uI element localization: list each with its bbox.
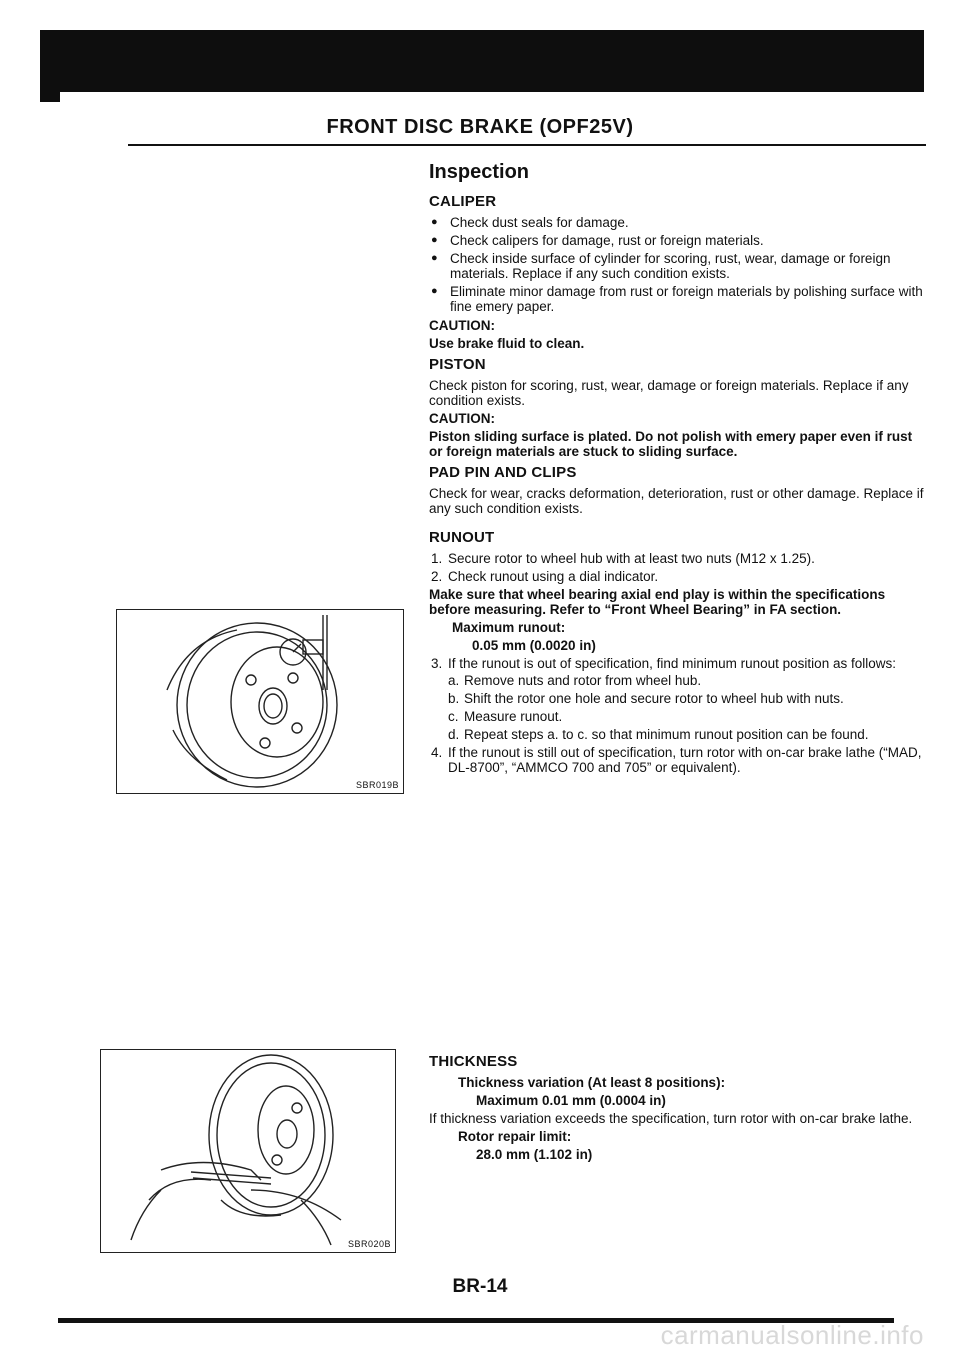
watermark: carmanualsonline.info — [660, 1320, 924, 1350]
runout-bold-note: Make sure that wheel bearing axial end play is within the specifications before measuring. Refer to “Front Wheel Bearing” in FA section. — [429, 587, 886, 617]
inspection-heading: Inspection — [429, 161, 530, 183]
caliper-bullet: ● Check inside surface of cylinder for scoring, rust, wear, damage or foreign materials. Replace if any such condition exists. — [424, 251, 924, 281]
runout-heading: RUNOUT — [429, 529, 495, 546]
substep-b-text: Shift the rotor one hole and secure rotor to wheel hub with nuts. — [464, 691, 844, 706]
thickness-variation-max: Maximum 0.01 mm (0.0004 in) — [476, 1093, 666, 1108]
runout-steps — [424, 551, 924, 584]
runout-substep: a. Remove nuts and rotor from wheel hub. — [448, 673, 702, 688]
runout-step4-text: If the runout is still out of specification, turn rotor with on-car brake lathe (“MAD, DL-8700”, “AMMCO 700 and 705” or equivalent). — [448, 745, 922, 775]
runout-steps-cont — [424, 656, 924, 775]
caliper-caution-text: Use brake fluid to clean. — [429, 336, 585, 351]
runout-step: 4. If the runout is still out of specification, turn rotor with on-car brake lathe (“MAD, DL-8700”, “AMMCO 700 and 705” or equivalent). — [431, 745, 922, 775]
substep-c-text: Measure runout. — [464, 709, 563, 724]
runout-step: 2. Check runout using a dial indicator. — [431, 569, 659, 584]
figure-code: SBR020B — [347, 1239, 391, 1249]
runout-figure — [116, 609, 404, 794]
repair-limit-label: Rotor repair limit: — [458, 1129, 572, 1144]
caliper-list — [424, 215, 924, 314]
runout-step: 1. Secure rotor to wheel hub with at least two nuts (M12 x 1.25). — [431, 551, 815, 566]
runout-max-value: 0.05 mm (0.0020 in) — [472, 638, 596, 653]
thickness-variation-label: Thickness variation (At least 8 positions): — [458, 1075, 726, 1090]
caliper-bullet: ● Check calipers for damage, rust or foreign materials. — [424, 233, 924, 248]
piston-heading: PISTON — [429, 356, 486, 373]
runout-step: 3. If the runout is out of specification, find minimum runout position as follows: a. Remove nuts and rotor from wheel hub. b. Shift the rotor one hole and secure rotor to wheel hub with nuts. c. Measure runout. d. Repeat steps a. to c. so that minimum runout position can be found. — [424, 656, 924, 742]
thickness-figure — [100, 1049, 396, 1253]
runout-max-label: Maximum runout: — [452, 620, 566, 635]
page-number: BR-14 — [452, 1276, 508, 1297]
thickness-section — [424, 1048, 924, 1165]
runout-step3-text: If the runout is out of specification, find minimum runout position as follows: — [448, 656, 896, 671]
pad-pin-text: Check for wear, cracks deformation, deterioration, rust or other damage. Replace if any such condition exists. — [429, 486, 924, 516]
runout-substeps — [448, 673, 924, 742]
pad-pin-heading: PAD PIN AND CLIPS — [429, 464, 577, 481]
substep-a-text: Remove nuts and rotor from wheel hub. — [464, 673, 702, 688]
title-rule — [128, 144, 926, 146]
caliper-bullet: ● Check dust seals for damage. — [424, 215, 924, 230]
inspection-column — [424, 161, 924, 778]
substep-d-text: Repeat steps a. to c. so that minimum runout position can be found. — [464, 727, 869, 742]
runout-substep: d. Repeat steps a. to c. so that minimum runout position can be found. — [448, 727, 869, 742]
piston-caution-label: CAUTION: — [429, 411, 495, 426]
piston-caution-text: Piston sliding surface is plated. Do not polish with emery paper even if rust or foreign materials are stuck to sliding surface. — [429, 429, 913, 459]
figure-code: SBR019B — [355, 780, 399, 790]
piston-text: Check piston for scoring, rust, wear, damage or foreign materials. Replace if any condition exists. — [429, 378, 909, 408]
thickness-heading: THICKNESS — [429, 1053, 518, 1070]
runout-substep: c. Measure runout. — [448, 709, 563, 724]
micrometer-illustration — [101, 1050, 395, 1252]
thickness-text: If thickness variation exceeds the specification, turn rotor with on-car brake lathe. — [429, 1111, 913, 1126]
rotor-dial-illustration — [117, 610, 403, 793]
page-title: FRONT DISC BRAKE (OPF25V) — [326, 116, 634, 138]
runout-step1-text: Secure rotor to wheel hub with at least two nuts (M12 x 1.25). — [448, 551, 815, 566]
header-band-notch — [40, 82, 60, 102]
caliper-heading: CALIPER — [429, 193, 497, 210]
header-black-band — [40, 30, 924, 92]
caliper-bullet: ● Eliminate minor damage from rust or foreign materials by polishing surface with fine emery paper. — [424, 284, 924, 314]
runout-substep: b. Shift the rotor one hole and secure rotor to wheel hub with nuts. — [448, 691, 844, 706]
repair-limit-value: 28.0 mm (1.102 in) — [476, 1147, 593, 1162]
runout-step2-text: Check runout using a dial indicator. — [448, 569, 659, 584]
caliper-caution-label: CAUTION: — [429, 318, 495, 333]
